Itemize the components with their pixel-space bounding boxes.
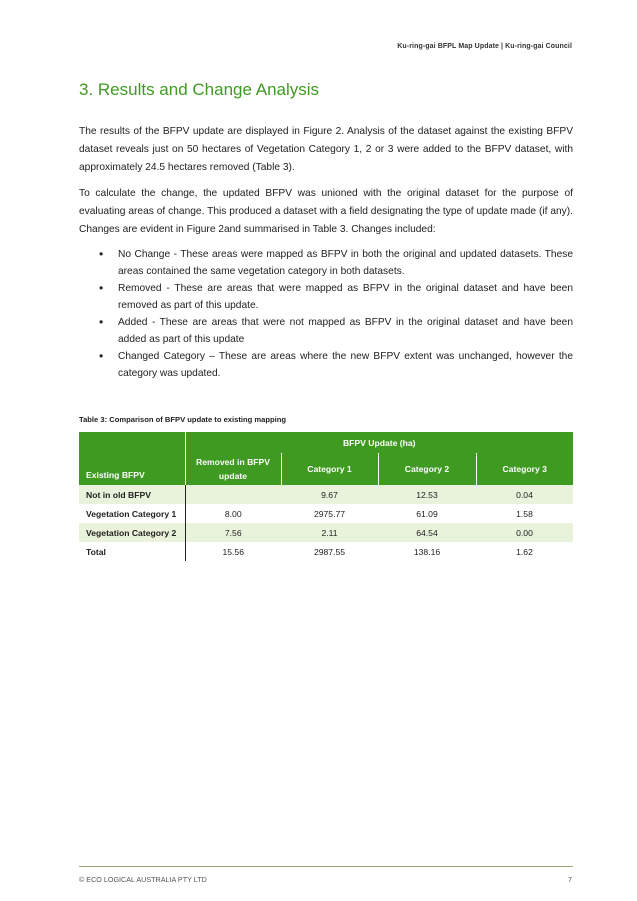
list-item-text: No Change - These areas were mapped as BFPV in both the original and updated datasets. These areas contained the same vegetation category in both datasets. bbox=[118, 249, 573, 277]
table-cell: 9.67 bbox=[281, 485, 378, 504]
footer-copyright: © ECO LOGICAL AUSTRALIA PTY LTD bbox=[79, 875, 207, 884]
bullet-icon: • bbox=[99, 281, 104, 295]
table-cell: 7.56 bbox=[185, 523, 281, 542]
bullet-icon: • bbox=[99, 349, 104, 363]
table-row bbox=[79, 523, 573, 542]
section-title: 3. Results and Change Analysis bbox=[79, 80, 320, 99]
row-label: Not in old BFPV bbox=[79, 485, 185, 504]
table-row bbox=[79, 485, 573, 504]
table-cell: 64.54 bbox=[378, 523, 476, 542]
table-cell: 2987.55 bbox=[313, 546, 346, 557]
table-cell: 0.04 bbox=[476, 485, 573, 504]
table-cell: 1.62 bbox=[516, 546, 533, 557]
list-item-text: Removed - These are areas that were mapped as BFPV in the original dataset and have been removed as part of this update. bbox=[118, 283, 573, 311]
column-header-removed: Removed in BFPV update bbox=[185, 453, 281, 485]
paragraph-results: The results of the BFPV update are displayed in Figure 2. Analysis of the dataset against the existing BFPV dataset reveals just on 50 hectares of Vegetation Category 1, 2 or 3 were added to the BFPV dataset, with approximately 24.5 hectares removed (Table 3). bbox=[79, 126, 573, 173]
comparison-table bbox=[79, 432, 573, 561]
table-cell: 61.09 bbox=[416, 508, 438, 519]
group-header-bfpv-update: BFPV Update (ha) bbox=[185, 432, 573, 453]
bullet-icon: • bbox=[99, 247, 104, 261]
paragraph-change-method: To calculate the change, the updated BFPV was unioned with the original dataset for the purpose of evaluating areas of change. This produced a dataset with a field designating the type of update made (if any). Changes are evident in Figure 2and summarised in Table 3. Changes included: bbox=[79, 188, 573, 235]
column-header-category-3: Category 3 bbox=[476, 453, 573, 485]
table-cell: 1.58 bbox=[516, 508, 533, 519]
list-item bbox=[99, 280, 573, 314]
table-row bbox=[79, 504, 573, 523]
table-cell bbox=[185, 485, 281, 504]
column-header-category-2: Category 2 bbox=[378, 453, 476, 485]
list-item bbox=[99, 348, 573, 382]
list-item-text: Added - These are areas that were not mapped as BFPV in the original dataset and have been added as part of this update bbox=[118, 317, 573, 345]
row-label: Vegetation Category 2 bbox=[79, 523, 185, 542]
running-header: Ku-ring-gai BFPL Map Update | Ku-ring-gai Council bbox=[397, 43, 572, 50]
list-item bbox=[99, 314, 573, 348]
table-cell: 2975.77 bbox=[313, 508, 346, 519]
list-item-text: Changed Category – These are areas where the new BFPV extent was unchanged, however the category was updated. bbox=[118, 351, 573, 379]
table-caption: Table 3: Comparison of BFPV update to existing mapping bbox=[79, 415, 287, 424]
column-header-category-1: Category 1 bbox=[281, 453, 378, 485]
column-header-existing-bfpv: Existing BFPV bbox=[79, 432, 185, 485]
footer-divider bbox=[79, 866, 573, 867]
table-cell: 8.00 bbox=[224, 508, 242, 519]
page-number: 7 bbox=[568, 875, 572, 884]
change-types-list bbox=[99, 246, 573, 382]
table-cell: 2.11 bbox=[281, 523, 378, 542]
table-cell: 15.56 bbox=[222, 546, 244, 557]
table-cell: 138.16 bbox=[413, 546, 441, 557]
bullet-icon: • bbox=[99, 315, 104, 329]
row-label: Vegetation Category 1 bbox=[79, 504, 185, 523]
table-cell: 12.53 bbox=[378, 485, 476, 504]
row-label: Total bbox=[79, 542, 185, 561]
table-row bbox=[79, 542, 573, 561]
table-cell: 0.00 bbox=[476, 523, 573, 542]
list-item bbox=[99, 246, 573, 280]
